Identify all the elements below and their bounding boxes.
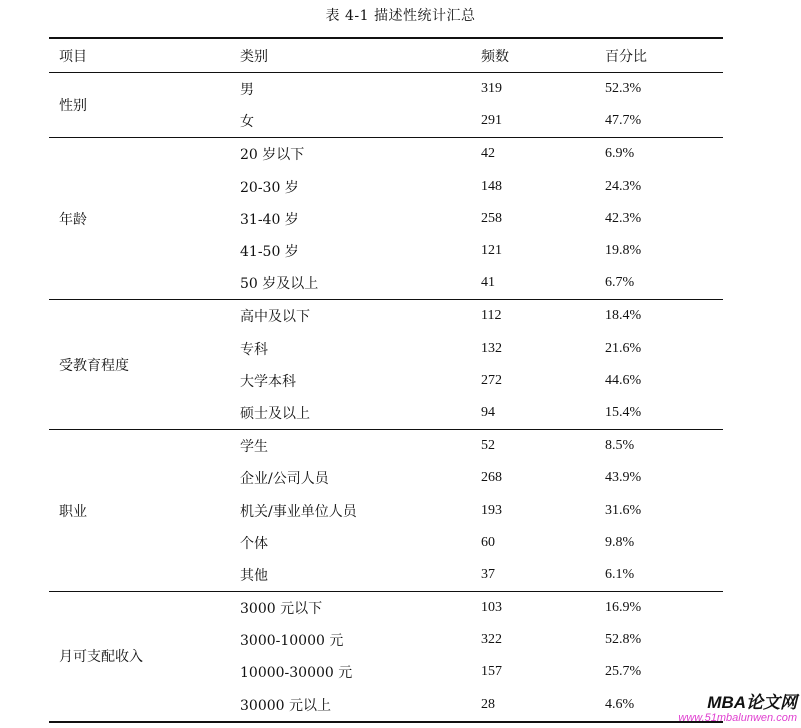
percent-cell: 43.9% <box>605 470 642 486</box>
table-row <box>49 430 723 463</box>
group-item-label: 受教育程度 <box>59 357 129 374</box>
group-item-label: 月可支配收入 <box>59 649 143 666</box>
category-cell: 男 <box>240 82 254 99</box>
category-cell: 高中及以下 <box>240 309 310 326</box>
percent-cell: 24.3% <box>605 178 642 194</box>
percent-cell: 6.9% <box>605 146 635 162</box>
percent-cell: 16.9% <box>605 600 642 616</box>
header-category: 类别 <box>240 48 268 65</box>
category-cell: 硕士及以上 <box>240 405 310 422</box>
percent-cell: 44.6% <box>605 372 642 388</box>
percent-cell: 18.4% <box>605 308 642 324</box>
table-row <box>49 592 723 625</box>
category-cell: 3000 元以下 <box>240 601 323 618</box>
count-cell: 291 <box>481 113 502 129</box>
count-cell: 268 <box>481 470 502 486</box>
count-cell: 60 <box>481 534 495 550</box>
count-cell: 37 <box>481 566 495 582</box>
percent-cell: 42.3% <box>605 210 642 226</box>
table-header <box>49 38 723 73</box>
category-cell: 其他 <box>240 567 268 584</box>
category-cell: 学生 <box>240 439 268 456</box>
table-group <box>49 592 723 722</box>
group-item-label: 性别 <box>59 98 87 115</box>
count-cell: 52 <box>481 438 495 454</box>
table-group <box>49 138 723 300</box>
percent-cell: 15.4% <box>605 404 642 420</box>
table-row <box>49 73 723 106</box>
percent-cell: 6.7% <box>605 275 635 291</box>
table-group <box>49 430 723 592</box>
count-cell: 103 <box>481 600 502 616</box>
watermark-logo <box>678 694 797 724</box>
count-cell: 112 <box>481 308 502 324</box>
count-cell: 41 <box>481 275 495 291</box>
percent-cell: 21.6% <box>605 340 642 356</box>
count-cell: 94 <box>481 404 495 420</box>
category-cell: 20 岁以下 <box>240 147 305 164</box>
percent-cell: 47.7% <box>605 113 642 129</box>
count-cell: 148 <box>481 178 502 194</box>
percent-cell: 52.3% <box>605 81 642 97</box>
percent-cell: 25.7% <box>605 664 642 680</box>
category-cell: 机关/事业单位人员 <box>240 503 357 520</box>
category-cell: 3000-10000 元 <box>240 633 344 650</box>
count-cell: 28 <box>481 696 495 712</box>
percent-cell: 9.8% <box>605 534 635 550</box>
category-cell: 10000-30000 元 <box>240 665 353 682</box>
table-group <box>49 73 723 138</box>
category-cell: 30000 元以上 <box>240 697 331 714</box>
category-cell: 女 <box>240 114 254 131</box>
category-cell: 个体 <box>240 535 268 552</box>
table-caption: 表 4-1 描述性统计汇总 <box>325 8 476 24</box>
category-cell: 企业/公司人员 <box>240 471 329 488</box>
percent-cell: 31.6% <box>605 502 642 518</box>
header-item: 项目 <box>59 48 87 65</box>
percent-cell: 6.1% <box>605 566 635 582</box>
percent-cell: 4.6% <box>605 696 635 712</box>
category-cell: 31-40 岁 <box>240 211 299 228</box>
count-cell: 121 <box>481 243 502 259</box>
count-cell: 319 <box>481 81 502 97</box>
watermark-url: www.51mbalunwen.com <box>678 712 797 724</box>
count-cell: 132 <box>481 340 502 356</box>
descriptive-statistics-table <box>49 37 723 723</box>
percent-cell: 8.5% <box>605 438 635 454</box>
category-cell: 50 岁及以上 <box>240 276 319 293</box>
count-cell: 157 <box>481 664 502 680</box>
percent-cell: 52.8% <box>605 632 642 648</box>
table-group <box>49 300 723 430</box>
percent-cell: 19.8% <box>605 243 642 259</box>
count-cell: 272 <box>481 372 502 388</box>
category-cell: 专科 <box>240 341 268 358</box>
category-cell: 20-30 岁 <box>240 179 299 196</box>
watermark-title: MBA论文网 <box>707 693 797 712</box>
count-cell: 322 <box>481 632 502 648</box>
group-item-label: 年龄 <box>59 211 87 228</box>
count-cell: 42 <box>481 146 495 162</box>
category-cell: 大学本科 <box>240 373 296 390</box>
count-cell: 193 <box>481 502 502 518</box>
header-percent: 百分比 <box>605 48 647 65</box>
table-row <box>49 300 723 333</box>
group-item-label: 职业 <box>59 503 87 520</box>
count-cell: 258 <box>481 210 502 226</box>
category-cell: 41-50 岁 <box>240 244 299 261</box>
table-row <box>49 138 723 171</box>
header-count: 频数 <box>481 48 509 65</box>
